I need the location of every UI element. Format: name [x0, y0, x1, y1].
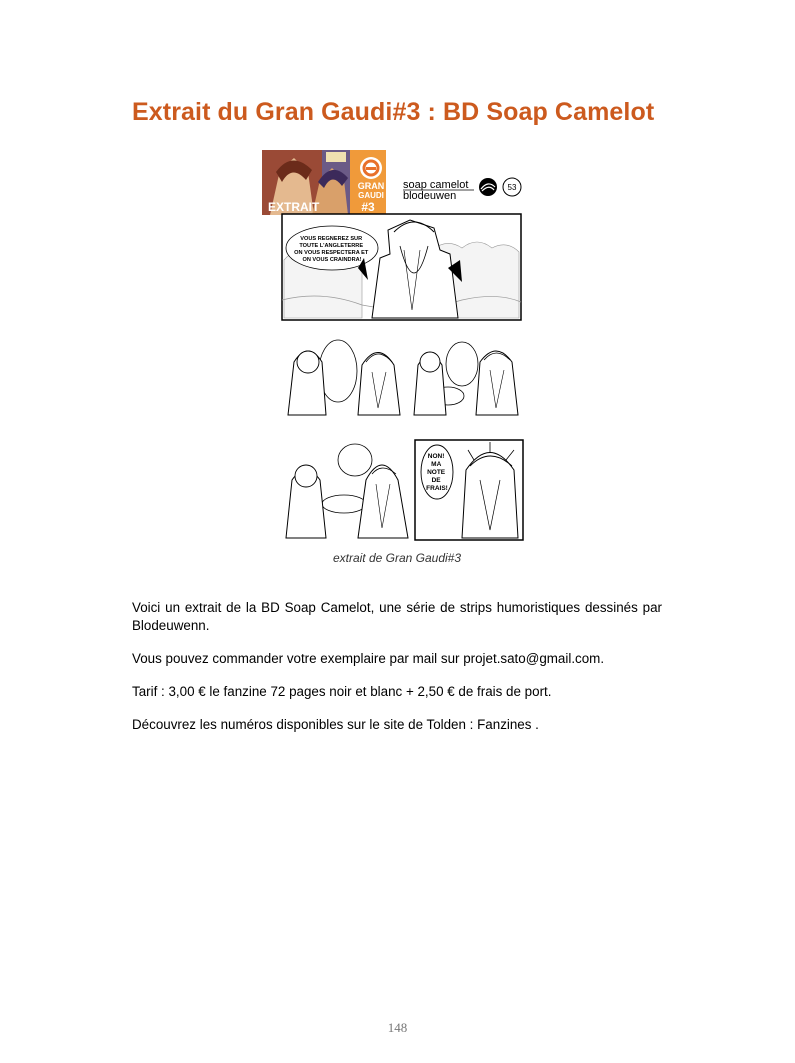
- badge-extrait: EXTRAIT: [268, 200, 320, 214]
- paragraph-intro: Voici un extrait de la BD Soap Camelot, une série de strips humoristiques dessinés par Blodeuwenn.: [132, 600, 662, 633]
- figure-caption: extrait de Gran Gaudi#3: [332, 551, 462, 565]
- comic-panel-2: [288, 340, 400, 415]
- svg-text:VOUS REGNEREZ SUR TOUT: [294, 236, 370, 263]
- badge-issue: #3: [361, 200, 375, 214]
- panel5-line1: NON!: [427, 453, 445, 460]
- svg-text:NON! MA NOTE: [426, 453, 448, 492]
- comic-strip-image: [262, 150, 527, 545]
- panel5-line4: DE: [431, 477, 441, 484]
- panel1-line4: ON VOUS CRAINDRA!: [302, 257, 362, 263]
- strip-author: blodeuwen: [403, 190, 457, 202]
- comic-panel-3: [414, 342, 518, 415]
- comic-panel-5: [415, 440, 523, 540]
- panel1-line3: ON VOUS RESPECTERA ET: [294, 250, 369, 256]
- strip-header: [403, 178, 521, 202]
- paragraph-price: Tarif : 3,00 € le fanzine 72 pages noir et blanc + 2,50 € de frais de port.: [132, 684, 552, 699]
- panel5-line3: NOTE: [427, 469, 446, 476]
- comic-panel-1: [282, 214, 521, 320]
- badge-logo-gaudi: GAUDI: [358, 191, 384, 200]
- badge-logo-gran: GRAN: [357, 181, 385, 191]
- page-number: 148: [387, 1020, 408, 1035]
- panel5-line2: MA: [431, 461, 442, 468]
- comic-panel-4: [286, 444, 408, 538]
- panel1-line1: VOUS REGNEREZ SUR: [300, 236, 363, 242]
- strip-number: 53: [507, 183, 517, 192]
- panel1-line2: TOUTE L'ANGLETERRE: [299, 243, 364, 249]
- paragraph-discover: Découvrez les numéros disponibles sur le site de Tolden : Fanzines .: [132, 717, 539, 732]
- paragraph-order: Vous pouvez commander votre exemplaire par mail sur projet.sato@gmail.com.: [132, 651, 605, 666]
- page-title: Extrait du Gran Gaudi#3 : BD Soap Camelot: [132, 98, 655, 126]
- gran-gaudi-badge: [262, 150, 386, 215]
- strip-series: soap camelot: [403, 179, 469, 191]
- panel5-line5: FRAIS!: [426, 485, 448, 492]
- article-body: [132, 599, 662, 749]
